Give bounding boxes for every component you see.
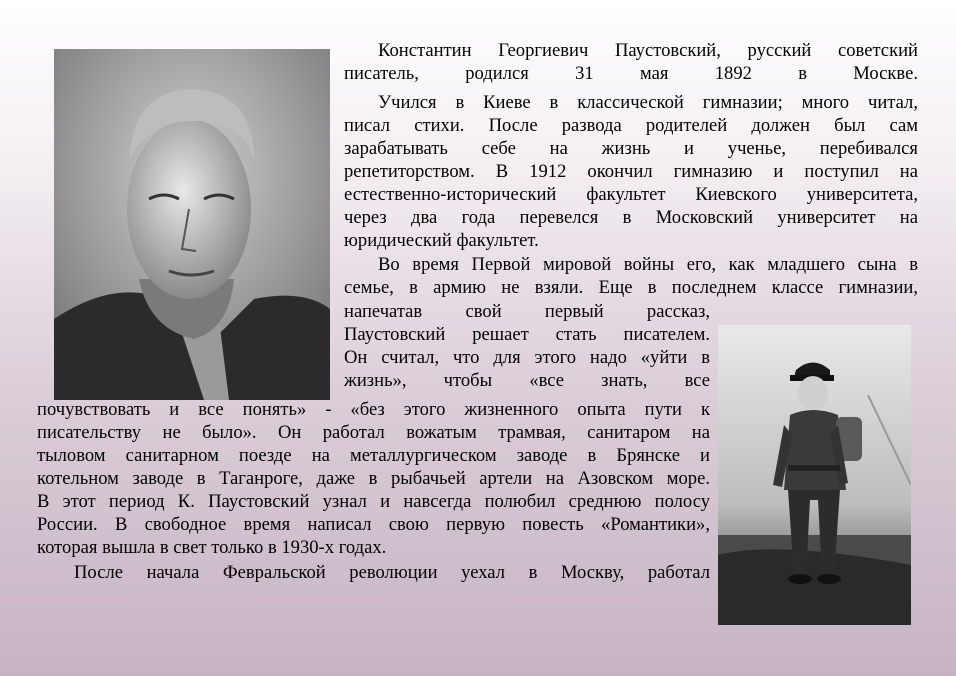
text-line: Он считал, что для этого надо «уйти в <box>344 347 710 368</box>
text-line: После начала Февральской революции уехал в Москву, работал <box>74 562 710 583</box>
text-line: почувствовать и все понять» - «без этого жизненного опыта пути к <box>37 399 710 420</box>
text-line: писательству не было». Он работал вожатым трамвая, санитаром на <box>37 422 710 443</box>
text-line: юридический факультет. <box>344 230 539 251</box>
text-line: писал стихи. После развода родителей должен был сам <box>344 115 918 136</box>
text-line: Во время Первой мировой войны его, как младшего сына в <box>378 254 918 275</box>
text-line: жизнь», чтобы «все знать, все <box>344 370 710 391</box>
text-line: репетиторством. В 1912 окончил гимназию и поступил на <box>344 161 918 182</box>
text-line: семье, в армию не взяли. Еще в последнем классе гимназии, <box>344 277 918 298</box>
text-line: Учился в Киеве в классической гимназии; много читал, <box>378 92 918 113</box>
portrait-photo-adult <box>54 49 330 400</box>
text-line: России. В свободное время написал свою первую повесть «Романтики», <box>37 514 710 535</box>
text-line: Паустовский решает стать писателем. <box>344 324 710 345</box>
text-line: зарабатывать себе на жизнь и ученье, перебивался <box>344 138 918 159</box>
photo-young-boy <box>718 325 911 625</box>
text-line: напечатав свой первый рассказ, <box>344 301 710 322</box>
text-line: В этот период К. Паустовский узнал и навсегда полюбил среднюю полосу <box>37 491 710 512</box>
text-line: котельном заводе в Таганроге, даже в рыбачьей артели на Азовском море. <box>37 468 710 489</box>
text-line: через два года перевелся в Московский университет на <box>344 207 918 228</box>
text-line: Константин Георгиевич Паустовский, русский советский <box>378 40 918 61</box>
text-line: тыловом санитарном поезде на металлургическом заводе в Брянске и <box>37 445 710 466</box>
text-line: естественно-исторический факультет Киевского университета, <box>344 184 918 205</box>
text-line: писатель, родился 31 мая 1892 в Москве. <box>344 63 918 84</box>
text-line: которая вышла в свет только в 1930-х годах. <box>37 537 387 558</box>
